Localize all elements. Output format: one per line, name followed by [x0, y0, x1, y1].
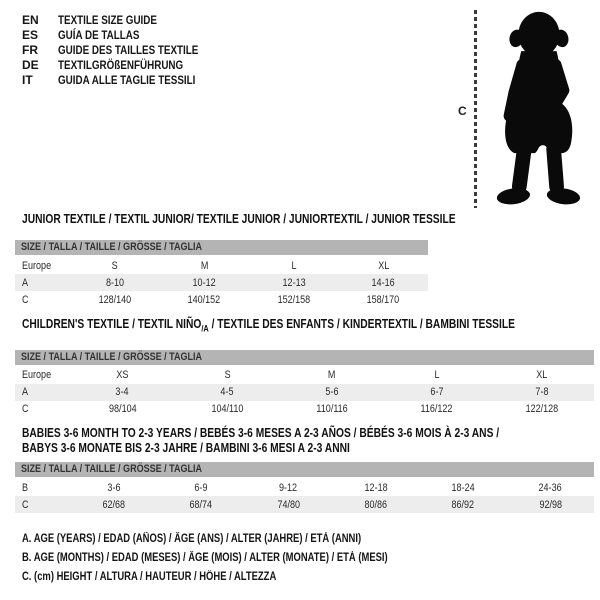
language-row-en: [22, 13, 229, 28]
value-cell: S: [224, 369, 231, 381]
babies-size-table: [15, 479, 594, 513]
language-code: ES: [22, 28, 39, 42]
table-row: [15, 401, 594, 418]
junior-textile-section: [15, 212, 456, 308]
table-row: [15, 384, 594, 401]
value-cell: 6-9: [194, 481, 208, 494]
value-cell: XL: [377, 259, 389, 272]
row-label-cell: Europe: [22, 259, 52, 272]
table-row: [15, 291, 428, 308]
junior-size-table: [15, 257, 428, 308]
legend-notes: [22, 530, 468, 587]
children-size-table: [15, 367, 594, 418]
value-cell: 7-8: [535, 386, 549, 398]
baby-height-figure: [450, 6, 595, 214]
table-row: [15, 479, 594, 496]
language-title: TEXTILE SIZE GUIDE: [58, 13, 157, 27]
language-code: FR: [22, 43, 38, 57]
value-cell: 116/122: [420, 403, 453, 415]
row-label-cell: A: [22, 386, 29, 398]
value-cell: 74/80: [277, 498, 300, 511]
row-label-cell: C: [22, 498, 29, 511]
row-label-cell: C: [22, 293, 29, 306]
babies-textile-section: [15, 426, 594, 513]
value-cell: 110/116: [316, 403, 348, 415]
value-cell: L: [291, 259, 297, 272]
value-cell: 9-12: [279, 481, 298, 494]
height-measure-label: C: [458, 104, 467, 118]
value-cell: 128/140: [98, 293, 132, 306]
value-cell: XS: [116, 369, 129, 381]
legend-note-b: B. AGE (MONTHS) / EDAD (MESES) / ÂGE (MOIS) / ALTER (MONATE) / ETÀ (MESI): [22, 552, 388, 564]
value-cell: XL: [536, 369, 548, 381]
value-cell: 10-12: [192, 276, 216, 289]
value-cell: 140/152: [187, 293, 221, 306]
value-cell: 12-13: [282, 276, 306, 289]
size-header-band: SIZE / TALLA / TAILLE / GRÖSSE / TAGLIA: [15, 350, 594, 365]
legend-note-c: C. (cm) HEIGHT / ALTURA / HAUTEUR / HÖHE / ALTEZZA: [22, 571, 277, 583]
language-title: TEXTILGRÖßENFÜHRUNG: [58, 58, 184, 72]
value-cell: S: [111, 259, 118, 272]
size-header-band: SIZE / TALLA / TAILLE / GRÖSSE / TAGLIA: [15, 462, 594, 477]
value-cell: 62/68: [102, 498, 125, 511]
value-cell: M: [328, 369, 336, 381]
language-header: [22, 13, 229, 88]
table-row: [15, 257, 428, 274]
row-label-cell: B: [22, 481, 29, 494]
value-cell: L: [434, 369, 440, 381]
value-cell: 104/110: [211, 403, 244, 415]
value-cell: 4-5: [220, 386, 234, 398]
language-row-fr: [22, 43, 229, 58]
value-cell: 68/74: [189, 498, 213, 511]
value-cell: 14-16: [371, 276, 395, 289]
legend-note-a: A. AGE (YEARS) / EDAD (AÑOS) / ÂGE (ANS) / ALTER (JAHRE) / ETÀ (ANNI): [22, 533, 362, 545]
row-label-cell: Europe: [22, 369, 52, 381]
value-cell: 152/158: [277, 293, 311, 306]
table-row: [15, 367, 594, 384]
table-row: [15, 496, 594, 513]
language-code: DE: [22, 58, 39, 72]
value-cell: 12-18: [364, 481, 388, 494]
table-row: [15, 274, 428, 291]
value-cell: 18-24: [451, 481, 475, 494]
language-row-es: [22, 28, 229, 43]
size-header-band: SIZE / TALLA / TAILLE / GRÖSSE / TAGLIA: [15, 240, 428, 255]
row-label-cell: A: [22, 276, 29, 289]
section-title-children: CHILDREN'S TEXTILE / TEXTIL $NIÑO_{/A}$ / TEXTILE DES ENFANTS / KINDERTEXTIL / BAMBINI TESSILE: [22, 317, 515, 334]
value-cell: M: [200, 259, 209, 272]
value-cell: 98/104: [108, 403, 137, 415]
baby-silhouette: [482, 6, 590, 212]
language-row-de: [22, 58, 229, 73]
value-cell: 158/170: [366, 293, 400, 306]
value-cell: 24-36: [538, 481, 562, 494]
section-title-junior: JUNIOR TEXTILE / TEXTIL JUNIOR/ TEXTILE JUNIOR / JUNIORTEXTIL / JUNIOR TESSILE: [22, 212, 456, 226]
language-row-it: [22, 73, 229, 88]
row-label-cell: C: [22, 403, 29, 415]
value-cell: 5-6: [325, 386, 339, 398]
language-title: GUÍA DE TALLAS: [58, 28, 140, 42]
value-cell: 3-4: [115, 386, 129, 398]
value-cell: 80/86: [364, 498, 387, 511]
value-cell: 92/98: [539, 498, 562, 511]
language-title: GUIDA ALLE TAGLIE TESSILI: [58, 73, 196, 87]
value-cell: 122/128: [525, 403, 558, 415]
height-dashed-line: [474, 10, 477, 208]
childrens-textile-section: [15, 318, 594, 418]
value-cell: 6-7: [430, 386, 444, 398]
value-cell: 3-6: [107, 481, 121, 494]
language-code: IT: [22, 73, 33, 87]
language-title: GUIDE DES TAILLES TEXTILE: [58, 43, 199, 57]
language-code: EN: [22, 13, 39, 27]
section-title-babies: BABIES 3-6 MONTH TO 2-3 YEARS / BEBÉS 3-6 MESES A 2-3 AÑOS / BÉBÉS 3-6 MOIS À 2-3 ANS / BABYS 3-6 MONATE BIS 2-3 JAHRE / BAMBINI 3-6 MESI A 2-3 ANNI: [22, 426, 500, 455]
value-cell: 86/92: [451, 498, 475, 511]
value-cell: 8-10: [105, 276, 124, 289]
